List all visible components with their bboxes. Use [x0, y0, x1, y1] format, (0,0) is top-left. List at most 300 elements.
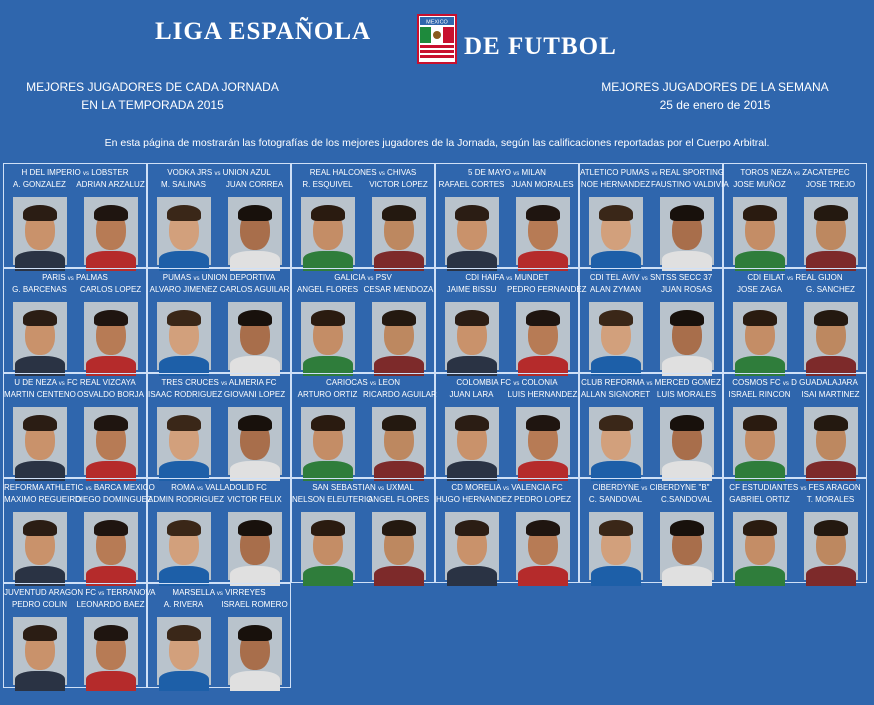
home-team: GALICIA	[334, 273, 366, 282]
player-name: RICARDO AGUILAR	[363, 390, 437, 399]
match-card	[3, 583, 156, 688]
photo-shirt	[15, 671, 65, 691]
photo-hair	[814, 205, 848, 221]
player-names	[148, 180, 290, 190]
photo-shirt	[806, 566, 856, 586]
photo-hair	[382, 205, 416, 221]
home-team: TOROS NEZA	[740, 168, 792, 177]
home-team: CDI HAIFA	[465, 273, 504, 282]
away-team: BARCA MEXICO	[93, 483, 155, 492]
player-name: CESAR MENDOZA	[363, 285, 434, 294]
photo-hair	[599, 310, 633, 326]
away-team: ZACATEPEC	[802, 168, 850, 177]
player-photo	[804, 197, 858, 265]
player-photo	[13, 197, 67, 265]
match-title	[292, 273, 434, 284]
player-name: LEONARDO BAEZ	[76, 600, 145, 609]
player-photo	[228, 197, 282, 265]
player-name: NELSON ELEUTERIO	[292, 495, 373, 504]
away-team: MUNDET	[514, 273, 549, 282]
home-team: 5 DE MAYO	[468, 168, 512, 177]
match-title	[292, 378, 434, 389]
match-card	[723, 268, 867, 373]
vs-label: vs	[58, 381, 65, 387]
player-name: VICTOR LOPEZ	[369, 180, 428, 189]
away-team: FC REAL VIZCAYA	[66, 378, 136, 387]
player-name: JUAN LARA	[449, 390, 494, 399]
photo-hair	[382, 310, 416, 326]
photo-hair	[455, 205, 489, 221]
player-names	[148, 285, 290, 295]
player-name: JOSE ZAGA	[737, 285, 782, 294]
photo-hair	[382, 415, 416, 431]
photo-hair	[311, 415, 345, 431]
match-card	[291, 163, 435, 268]
player-photos	[724, 301, 866, 371]
player-names	[436, 390, 578, 400]
photo-hair	[238, 415, 272, 431]
player-photo	[157, 512, 211, 580]
player-name: JOSE TREJO	[805, 180, 856, 189]
photo-hair	[23, 205, 57, 221]
home-team: COSMOS FC	[732, 378, 781, 387]
vs-label: vs	[367, 276, 374, 282]
home-team: REAL HALCONES	[309, 168, 377, 177]
photo-hair	[238, 625, 272, 641]
home-team: SAN SEBASTIAN	[312, 483, 376, 492]
player-photo	[733, 407, 787, 475]
player-photo	[516, 407, 570, 475]
player-photo	[516, 197, 570, 265]
photo-shirt	[86, 671, 136, 691]
photo-hair	[238, 310, 272, 326]
player-name: ALLAN SIGNORET	[580, 390, 651, 399]
photo-hair	[599, 520, 633, 536]
player-names	[580, 285, 722, 295]
photo-shirt	[230, 671, 280, 691]
match-title	[580, 273, 722, 284]
player-photos	[724, 511, 866, 581]
away-team: SNTSS SECC 37	[649, 273, 713, 282]
away-team: D GUADALAJARA	[791, 378, 858, 387]
player-names	[292, 180, 434, 190]
vs-label: vs	[651, 171, 658, 177]
away-team: VIRREYES	[225, 588, 266, 597]
player-photo	[301, 407, 355, 475]
photo-hair	[670, 205, 704, 221]
player-photo	[516, 302, 570, 370]
player-photos	[148, 301, 290, 371]
away-team: VALENCIA FC	[511, 483, 563, 492]
home-team: TRES CRUCES	[161, 378, 219, 387]
player-photo	[660, 302, 714, 370]
player-photos	[436, 196, 578, 266]
photo-hair	[526, 205, 560, 221]
player-name: A. GONZALEZ	[13, 180, 66, 189]
player-name: ALAN ZYMAN	[589, 285, 642, 294]
match-card	[723, 373, 867, 478]
player-names	[580, 180, 729, 190]
match-card	[579, 478, 723, 583]
vs-label: vs	[98, 591, 105, 597]
player-name: GIOVANI LOPEZ	[223, 390, 286, 399]
player-photo	[13, 407, 67, 475]
player-names	[4, 390, 146, 400]
player-photo	[804, 407, 858, 475]
match-title	[148, 378, 290, 389]
away-team: UNION AZUL	[222, 168, 271, 177]
player-name: ADMIN RODRIGUEZ	[148, 495, 224, 504]
player-names	[436, 495, 578, 505]
player-name: VICTOR FELIX	[227, 495, 282, 504]
photo-shirt	[303, 566, 353, 586]
player-name: G. SANCHEZ	[806, 285, 855, 294]
player-photo	[733, 197, 787, 265]
away-team: TERRANOVA	[106, 588, 156, 597]
player-photo	[13, 512, 67, 580]
vs-label: vs	[67, 276, 74, 282]
player-name: PEDRO LOPEZ	[514, 495, 571, 504]
player-photos	[580, 196, 722, 266]
match-title	[4, 588, 156, 599]
player-photo	[84, 302, 138, 370]
match-title	[436, 168, 578, 179]
player-photos	[292, 406, 434, 476]
photo-hair	[238, 205, 272, 221]
league-logo	[417, 14, 457, 64]
title-right: DE FUTBOL	[464, 33, 617, 60]
player-photos	[148, 406, 290, 476]
match-card	[435, 373, 579, 478]
player-names	[4, 180, 146, 190]
home-team: CARIOCAS	[325, 378, 368, 387]
subtitle-right-line1: MEJORES JUGADORES DE LA SEMANA	[601, 80, 829, 94]
match-title	[148, 168, 290, 179]
away-team: MILAN	[521, 168, 546, 177]
player-photo	[157, 617, 211, 685]
player-photos	[4, 616, 146, 686]
home-team: CDI TEL AVIV	[589, 273, 640, 282]
photo-hair	[743, 415, 777, 431]
photo-hair	[94, 520, 128, 536]
photo-hair	[455, 520, 489, 536]
photo-shirt	[662, 566, 712, 586]
photo-hair	[167, 205, 201, 221]
subtitle-right-line2: 25 de enero de 2015	[659, 98, 771, 112]
photo-hair	[382, 520, 416, 536]
player-photo	[13, 302, 67, 370]
player-name: PEDRO FERNANDEZ	[507, 285, 587, 294]
player-photo	[589, 407, 643, 475]
photo-hair	[599, 415, 633, 431]
home-team: PUMAS	[162, 273, 192, 282]
match-card	[435, 268, 587, 373]
logo-text: MEXICO	[426, 19, 448, 26]
match-card	[435, 163, 579, 268]
player-names	[292, 285, 434, 295]
player-photo	[589, 197, 643, 265]
match-title	[148, 483, 290, 494]
player-name: ISRAEL RINCON	[728, 390, 791, 399]
players-grid	[3, 163, 867, 688]
vs-label: vs	[794, 171, 800, 177]
player-name: C.SANDOVAL	[661, 495, 712, 504]
player-name: ADRIAN ARZALUZ	[76, 180, 145, 189]
player-photo	[445, 512, 499, 580]
photo-hair	[526, 520, 560, 536]
away-team: FES ARAGON	[808, 483, 861, 492]
vs-label: vs	[513, 381, 520, 387]
match-card	[579, 163, 729, 268]
match-card	[723, 478, 867, 583]
match-card	[147, 478, 291, 583]
match-title	[724, 378, 866, 389]
player-name: HUGO HERNANDEZ	[436, 495, 513, 504]
player-photo	[445, 407, 499, 475]
photo-hair	[94, 625, 128, 641]
photo-hair	[311, 205, 345, 221]
vs-label: vs	[513, 171, 520, 177]
player-name: LUIS HERNANDEZ	[507, 390, 578, 399]
photo-hair	[94, 205, 128, 221]
match-title	[4, 168, 146, 179]
player-photo	[804, 512, 858, 580]
player-photo	[804, 302, 858, 370]
match-title	[148, 588, 290, 599]
photo-hair	[743, 310, 777, 326]
match-card	[3, 373, 147, 478]
photo-shirt	[518, 566, 568, 586]
player-photo	[157, 197, 211, 265]
player-photo	[13, 617, 67, 685]
player-photos	[148, 196, 290, 266]
home-team: CD MORELIA	[451, 483, 501, 492]
player-photo	[660, 197, 714, 265]
match-title	[436, 378, 578, 389]
photo-hair	[455, 415, 489, 431]
vs-label: vs	[502, 486, 509, 492]
vs-label: vs	[506, 276, 513, 282]
player-name: ISRAEL ROMERO	[221, 600, 288, 609]
match-card	[291, 373, 435, 478]
player-photo	[372, 302, 426, 370]
player-photo	[228, 407, 282, 475]
player-name: JUAN MORALES	[511, 180, 574, 189]
player-name: PEDRO COLIN	[11, 600, 68, 609]
player-names	[724, 180, 866, 190]
vs-label: vs	[646, 381, 653, 387]
match-title	[292, 168, 434, 179]
match-card	[3, 163, 147, 268]
match-title	[580, 483, 722, 494]
home-team: CIBERDYNE	[592, 483, 640, 492]
match-card	[291, 268, 435, 373]
player-photos	[436, 406, 578, 476]
vs-label: vs	[193, 276, 200, 282]
player-photo	[445, 302, 499, 370]
player-names	[292, 495, 434, 505]
player-name: CARLOS LOPEZ	[79, 285, 142, 294]
home-team: CF ESTUDIANTES	[729, 483, 799, 492]
player-photo	[445, 197, 499, 265]
player-names	[148, 390, 290, 400]
player-name: ANGEL FLORES	[367, 495, 430, 504]
photo-hair	[167, 415, 201, 431]
subtitle-left	[20, 78, 285, 114]
photo-shirt	[447, 566, 497, 586]
player-name: MARTIN CENTENO	[4, 390, 76, 399]
photo-shirt	[374, 566, 424, 586]
player-names	[292, 390, 437, 400]
away-team: REAL GIJON	[795, 273, 843, 282]
player-photo	[84, 617, 138, 685]
away-team: UXMAL	[386, 483, 414, 492]
player-name: MAXIMO REGUEIRO	[4, 495, 82, 504]
home-team: ROMA	[171, 483, 195, 492]
match-card	[723, 163, 867, 268]
player-photo	[660, 407, 714, 475]
photo-hair	[670, 520, 704, 536]
subtitle-left-line2: EN LA TEMPORADA 2015	[81, 98, 224, 112]
match-title	[4, 378, 146, 389]
home-team: ATLETICO PUMAS	[580, 168, 650, 177]
player-name: M. SALINAS	[161, 180, 206, 189]
match-title	[292, 483, 434, 494]
photo-shirt	[735, 566, 785, 586]
photo-hair	[167, 310, 201, 326]
away-team: LEON	[378, 378, 401, 387]
player-photo	[228, 512, 282, 580]
player-photo	[301, 197, 355, 265]
photo-hair	[23, 520, 57, 536]
player-photo	[589, 302, 643, 370]
player-names	[724, 285, 866, 295]
player-photo	[372, 512, 426, 580]
match-card	[3, 268, 147, 373]
vs-label: vs	[378, 171, 385, 177]
vs-label: vs	[82, 171, 89, 177]
match-card	[147, 583, 291, 688]
vs-label: vs	[214, 171, 221, 177]
vs-label: vs	[370, 381, 376, 387]
player-name: ISAAC RODRIGUEZ	[148, 390, 223, 399]
player-photos	[436, 301, 578, 371]
player-photo	[301, 512, 355, 580]
photo-hair	[238, 520, 272, 536]
home-team: REFORMA ATHLETIC	[4, 483, 84, 492]
photo-hair	[311, 310, 345, 326]
intro-text: En esta página de mostrarán las fotografías de los mejores jugadores de la Jornada, según las calificaciones reportadas por el Cuerpo Arbitral.	[104, 137, 770, 149]
away-team: UNION DEPORTIVA	[201, 273, 276, 282]
match-title	[580, 378, 722, 389]
vs-label: vs	[221, 381, 228, 387]
vs-label: vs	[378, 486, 384, 492]
home-team: CLUB REFORMA	[581, 378, 645, 387]
player-photos	[724, 406, 866, 476]
away-team: COLONIA	[521, 378, 558, 387]
player-photo	[228, 617, 282, 685]
photo-hair	[814, 415, 848, 431]
player-names	[436, 285, 587, 295]
away-team: VALLADOLID FC	[205, 483, 267, 492]
photo-hair	[670, 415, 704, 431]
player-photos	[4, 301, 146, 371]
player-name: GABRIEL ORTIZ	[729, 495, 790, 504]
match-title	[580, 168, 725, 179]
vs-label: vs	[196, 486, 203, 492]
player-photo	[84, 197, 138, 265]
away-team: LOBSTER	[91, 168, 129, 177]
player-name: JOSE MUÑOZ	[733, 180, 786, 189]
photo-hair	[94, 310, 128, 326]
photo-hair	[670, 310, 704, 326]
away-team: PSV	[375, 273, 392, 282]
match-card	[147, 268, 291, 373]
player-name: ANGEL FLORES	[296, 285, 359, 294]
photo-hair	[599, 205, 633, 221]
subtitle-left-line1: MEJORES JUGADORES DE CADA JORNADA	[26, 80, 279, 94]
player-photos	[580, 301, 722, 371]
player-name: RAFAEL CORTES	[438, 180, 505, 189]
player-photos	[4, 196, 146, 266]
player-name: ISAI MARTINEZ	[801, 390, 860, 399]
away-team: PALMAS	[76, 273, 108, 282]
player-name: NOE HERNANDEZ	[580, 180, 651, 189]
player-names	[580, 495, 722, 505]
home-team: JUVENTUD ARAGON FC	[4, 588, 97, 597]
vs-label: vs	[800, 486, 807, 492]
match-title	[4, 483, 155, 494]
match-title	[148, 273, 290, 284]
vs-label: vs	[787, 276, 794, 282]
player-names	[4, 600, 146, 610]
player-name: JAIME BISSU	[446, 285, 497, 294]
match-title	[724, 168, 866, 179]
player-photo	[301, 302, 355, 370]
photo-hair	[311, 520, 345, 536]
player-photos	[436, 511, 578, 581]
subtitle-right	[590, 78, 840, 114]
player-names	[148, 495, 290, 505]
photo-hair	[743, 520, 777, 536]
away-team: ALMERIA FC	[228, 378, 277, 387]
player-photo	[157, 302, 211, 370]
player-names	[724, 495, 866, 505]
player-photos	[292, 511, 434, 581]
title-left: LIGA ESPAÑOLA	[155, 18, 372, 45]
match-card	[3, 478, 155, 583]
home-team: MARSELLA	[172, 588, 215, 597]
player-photo	[228, 302, 282, 370]
player-photos	[148, 511, 290, 581]
photo-hair	[814, 520, 848, 536]
player-photos	[4, 406, 146, 476]
player-names	[148, 600, 290, 610]
vs-label: vs	[641, 276, 648, 282]
away-team: CIBERDYNE "B"	[649, 483, 710, 492]
player-name: T. MORALES	[806, 495, 855, 504]
player-photos	[148, 616, 290, 686]
player-names	[724, 390, 866, 400]
player-names	[4, 285, 146, 295]
page-header	[0, 0, 874, 70]
home-team: CDI EILAT	[747, 273, 785, 282]
photo-hair	[167, 520, 201, 536]
player-name: A. RIVERA	[163, 600, 204, 609]
home-team: COLOMBIA FC	[456, 378, 512, 387]
player-name: FAUSTINO VALDIVIA	[651, 180, 729, 189]
away-team: MERCED GOMEZ	[654, 378, 721, 387]
